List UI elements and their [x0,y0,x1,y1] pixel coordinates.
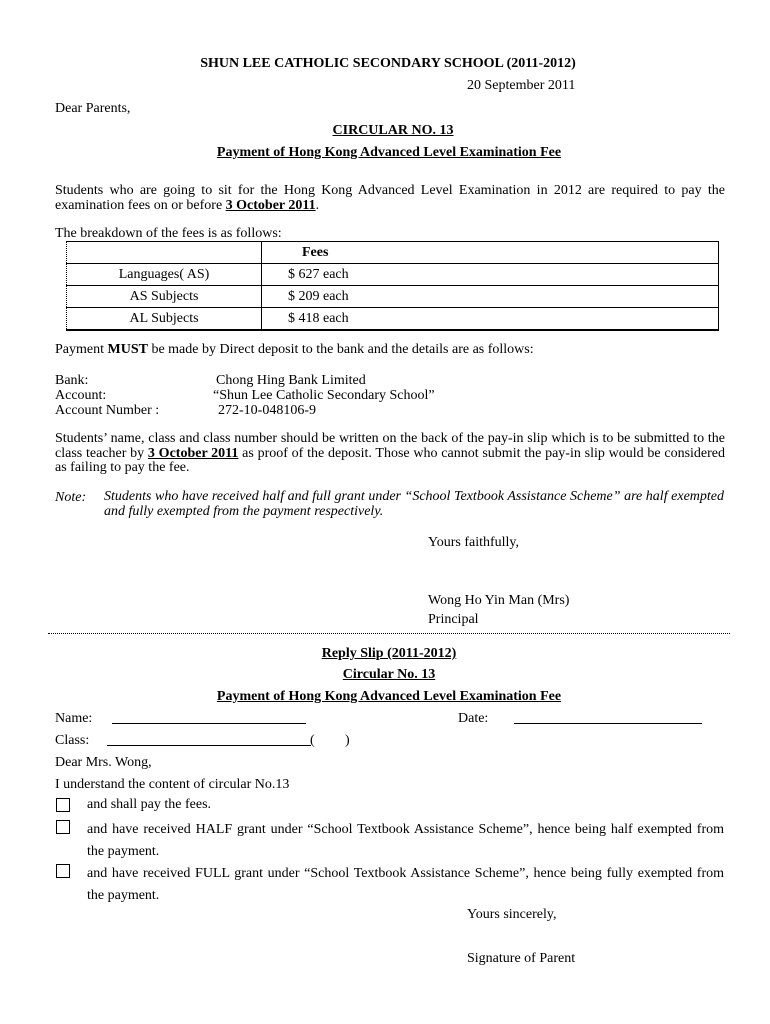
fee-subject: AL Subjects [67,308,262,331]
class-number-close: ) [345,733,350,748]
option-full-grant: and have received FULL grant under “School Textbook Assistance Scheme”, hence being fully exempted from the payment. [87,866,724,903]
fee-amount: $ 627 each [262,264,483,286]
fees-header: Fees [262,242,483,264]
reply-circular-number: Circular No. 13 [342,667,436,682]
signatory-title: Principal [428,612,479,627]
fee-amount: $ 209 each [262,286,483,308]
bank-value: Chong Hing Bank Limited [216,373,366,388]
fees-table [66,241,719,331]
class-label: Class: [55,733,90,748]
account-number-value: 272-10-048106-9 [218,403,316,418]
fee-subject: AS Subjects [67,286,262,308]
date-input-line[interactable] [514,723,702,724]
table-row [67,264,719,286]
name-input-line[interactable] [112,723,306,724]
closing-faithfully: Yours faithfully, [428,535,520,550]
reply-slip-title: Reply Slip (2011-2012) [321,646,457,661]
checkbox-half-grant[interactable] [56,820,70,834]
circular-subject: Payment of Hong Kong Advanced Level Examination Fee [216,145,562,160]
note-text: Students who have received half and full grant under “School Textbook Assistance Scheme” are half exempted and fully exempted from the payment respectively. [104,489,724,519]
checkbox-pay-fees[interactable] [56,798,70,812]
slip-deadline-date: 3 October 2011 [147,445,239,461]
fee-subject: Languages( AS) [67,264,262,286]
option-pay-fees: and shall pay the fees. [87,797,212,812]
table-row [67,286,719,308]
pay-in-slip-paragraph: Students’ name, class and class number should be written on the back of the pay-in slip which is to be submitted to the class teacher by 3 October 2011 as proof of the deposit. Those who cannot submit the pay-in slip would be considered as failing to pay the fee. [55,431,725,476]
account-number-label: Account Number : [55,403,160,418]
table-header-row [67,242,719,264]
circular-date: 20 September 2011 [467,78,576,93]
cut-line-divider [48,633,730,634]
option-half-grant: and have received HALF grant under “School Textbook Assistance Scheme”, hence being half exempted from the payment. [87,822,724,859]
payment-instruction: Payment MUST be made by Direct deposit to the bank and the details are as follows: [55,342,534,357]
circular-number: CIRCULAR NO. 13 [332,123,454,138]
table-row [67,308,719,331]
signatory-name: Wong Ho Yin Man (Mrs) [428,593,570,608]
parent-signature-label: Signature of Parent [467,951,576,966]
fee-amount: $ 418 each [262,308,483,331]
checkbox-full-grant[interactable] [56,864,70,878]
closing-sincerely: Yours sincerely, [467,907,557,922]
reply-greeting: Dear Mrs. Wong, [55,755,152,770]
greeting: Dear Parents, [55,101,131,116]
name-label: Name: [55,711,93,726]
breakdown-intro: The breakdown of the fees is as follows: [55,226,282,241]
class-number-open: ( [310,733,315,748]
account-value: “Shun Lee Catholic Secondary School” [213,388,435,403]
note-label: Note: [55,490,87,505]
date-label: Date: [458,711,489,726]
deadline-date: 3 October 2011 [225,198,316,214]
bank-label: Bank: [55,373,89,388]
must-emphasis: MUST [107,342,148,357]
intro-paragraph: Students who are going to sit for the Hong Kong Advanced Level Examination in 2012 are required to pay the examination fees on or before 3 October 2011. [55,183,725,214]
class-input-line[interactable] [107,745,311,746]
account-label: Account: [55,388,107,403]
school-name: SHUN LEE CATHOLIC SECONDARY SCHOOL (2011-2012) [200,56,576,71]
reply-subject: Payment of Hong Kong Advanced Level Examination Fee [216,689,562,704]
understand-statement: I understand the content of circular No.13 [55,777,290,792]
